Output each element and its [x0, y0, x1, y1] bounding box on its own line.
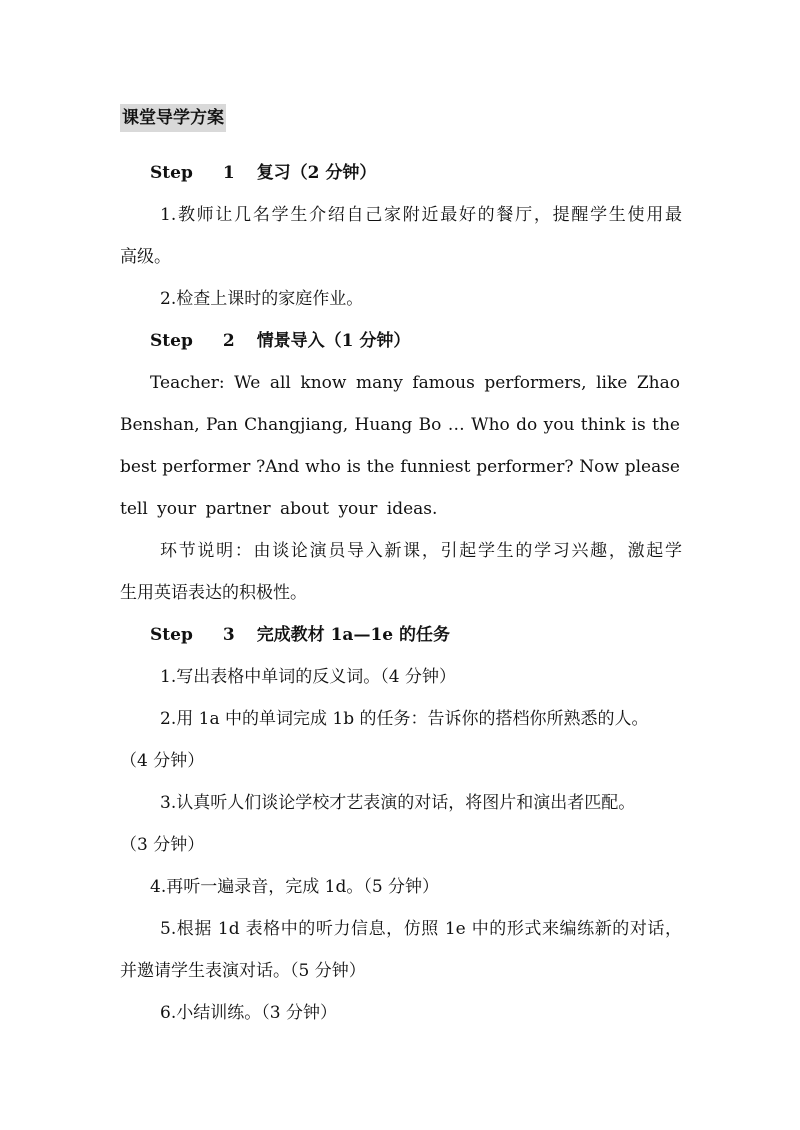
paragraph-line: 并邀请学生表演对话。（5 分钟）: [120, 961, 366, 981]
paragraph-line: 环节说明：由谈论演员导入新课，引起学生的学习兴趣，激起学: [160, 541, 682, 561]
paragraph-line: 2.检查上课时的家庭作业。: [160, 289, 364, 309]
paragraph-line: 2.用 1a 中的单词完成 1b 的任务：告诉你的搭档你所熟悉的人。: [160, 709, 649, 729]
step-title: 完成教材 1a—1e 的任务: [256, 625, 451, 645]
paragraph-line: 高级。: [120, 247, 171, 267]
paragraph-line: （4 分钟）: [120, 751, 205, 771]
paragraph-line: 生用英语表达的积极性。: [120, 583, 307, 603]
paragraph-line: 1.写出表格中单词的反义词。（4 分钟）: [160, 667, 456, 687]
step-3-heading: [150, 622, 450, 648]
paragraph-line: tell your partner about your ideas.: [120, 499, 438, 519]
step-label: Step: [150, 331, 193, 351]
step-title: 复习（2 分钟）: [256, 163, 377, 183]
step-1-heading: [150, 160, 376, 186]
paragraph-line: 3.认真听人们谈论学校才艺表演的对话，将图片和演出者匹配。: [160, 793, 636, 813]
document-title: 课堂导学方案: [120, 104, 226, 132]
step-number: 1: [222, 163, 235, 183]
step-label: Step: [150, 625, 193, 645]
paragraph-line: best performer ?And who is the funniest performer? Now please: [120, 457, 680, 477]
step-title: 情景导入（1 分钟）: [256, 331, 411, 351]
step-2-heading: [150, 328, 410, 354]
paragraph-line: 4.再听一遍录音，完成 1d。（5 分钟）: [150, 877, 440, 897]
paragraph-line: （3 分钟）: [120, 835, 205, 855]
step-number: 2: [222, 331, 235, 351]
paragraph-line: 5.根据 1d 表格中的听力信息，仿照 1e 中的形式来编练新的对话，: [160, 919, 682, 939]
paragraph-line: Benshan, Pan Changjiang, Huang Bo … Who do you think is the: [120, 415, 680, 435]
paragraph-line: Teacher: We all know many famous performers, like Zhao: [150, 373, 680, 393]
paragraph-line: 1.教师让几名学生介绍自己家附近最好的餐厅，提醒学生使用最: [160, 205, 682, 225]
step-label: Step: [150, 163, 193, 183]
step-number: 3: [222, 625, 235, 645]
paragraph-line: 6.小结训练。（3 分钟）: [160, 1003, 337, 1023]
